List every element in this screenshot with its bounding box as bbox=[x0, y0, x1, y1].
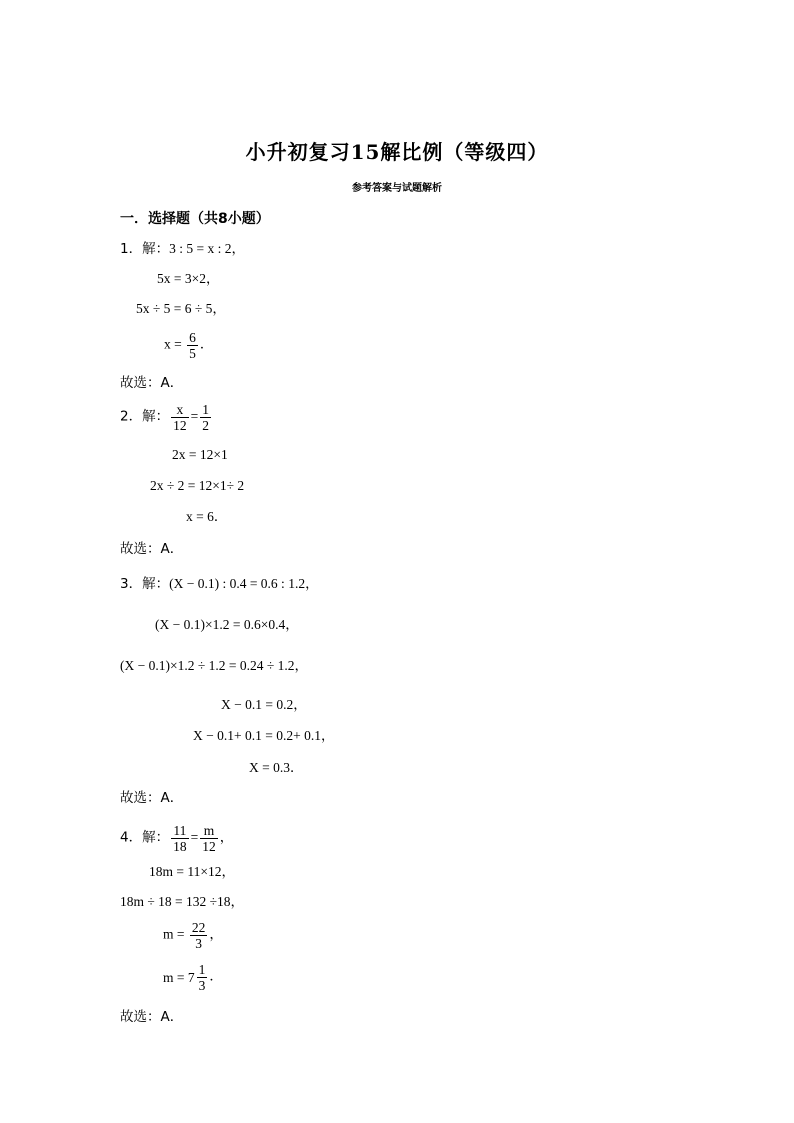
q2-equals: = bbox=[190, 408, 199, 424]
q4-number: 4． bbox=[120, 829, 143, 846]
q2-step-3: 2x ÷ 2 = 12×1÷ 2 bbox=[150, 478, 245, 493]
page-subtitle: 参考答案与试题解析 bbox=[352, 183, 442, 194]
q4-step-4-end: ， bbox=[209, 926, 223, 942]
q4-mixed-fraction bbox=[197, 962, 208, 993]
q4-step-5 bbox=[163, 962, 223, 993]
q3-line-1 bbox=[120, 575, 319, 593]
q4-fraction-left-numerator: 11 bbox=[171, 823, 189, 839]
q1-fraction-numerator: 6 bbox=[189, 330, 196, 345]
q3-step-5: X − 0.1+ 0.1 = 0.2+ 0.1， bbox=[193, 728, 335, 743]
q4-fraction-left-denominator: 18 bbox=[173, 839, 187, 854]
q4-fraction-result bbox=[190, 920, 208, 951]
q2-line-1 bbox=[120, 402, 213, 433]
q2-fraction-right bbox=[200, 402, 211, 433]
q1-line-1 bbox=[120, 240, 245, 258]
q3-number: 3． bbox=[120, 576, 143, 592]
q2-fraction-right-denominator: 2 bbox=[202, 418, 209, 433]
q2-answer: 故选：A． bbox=[120, 541, 184, 557]
q2-jie: 解： bbox=[142, 408, 170, 425]
q2-fraction-right-numerator: 1 bbox=[202, 402, 209, 417]
q3-jie: 解： bbox=[142, 576, 170, 592]
q4-line-1 bbox=[120, 823, 233, 854]
q4-fraction-right bbox=[200, 823, 218, 854]
q1-number: 1． bbox=[120, 241, 143, 257]
q3-answer: 故选：A． bbox=[120, 790, 184, 806]
q3-step-2: (X − 0.1)×1.2 = 0.6×0.4， bbox=[155, 617, 299, 632]
q4-fraction-result-denominator: 3 bbox=[195, 936, 202, 951]
q1-step-1: 3 : 5 = x : 2， bbox=[169, 241, 245, 256]
q3-step-4: X − 0.1 = 0.2， bbox=[221, 697, 307, 712]
q2-fraction-left-denominator: 12 bbox=[173, 418, 187, 433]
q2-step-2: 2x = 12×1 bbox=[172, 447, 228, 462]
q4-step-2: 18m = 11×12， bbox=[149, 864, 235, 879]
q3-step-3: (X − 0.1)×1.2 ÷ 1.2 = 0.24 ÷ 1.2， bbox=[120, 658, 309, 673]
q4-step-4 bbox=[163, 920, 223, 951]
q2-step-4: x = 6． bbox=[186, 509, 228, 524]
q1-step-3: 5x ÷ 5 = 6 ÷ 5， bbox=[136, 301, 226, 316]
q4-jie: 解： bbox=[142, 829, 170, 846]
q4-step-1-end: ， bbox=[219, 829, 234, 845]
q4-mixed-numerator: 1 bbox=[198, 962, 206, 977]
q4-answer: 故选：A． bbox=[120, 1009, 184, 1025]
q1-step-4 bbox=[164, 330, 213, 361]
q4-fraction-result-numerator: 22 bbox=[191, 920, 206, 935]
q4-step-5-end: ． bbox=[209, 968, 223, 984]
q4-fraction-right-numerator: m bbox=[200, 823, 218, 839]
q3-step-6: X = 0.3． bbox=[249, 760, 304, 775]
q1-jie: 解： bbox=[142, 241, 170, 257]
q1-step-4-end: ． bbox=[199, 336, 214, 352]
q4-equals: = bbox=[190, 829, 199, 845]
q1-answer: 故选：A． bbox=[120, 375, 184, 391]
q3-step-1: (X − 0.1) : 0.4 = 0.6 : 1.2， bbox=[169, 576, 319, 591]
q4-fraction-right-denominator: 12 bbox=[202, 839, 216, 854]
q2-number: 2． bbox=[120, 408, 143, 425]
q1-step-2: 5x = 3×2， bbox=[157, 271, 220, 286]
section-heading: 一．选择题（共8小题） bbox=[120, 211, 270, 227]
q1-fraction bbox=[187, 330, 198, 361]
q2-fraction-left-numerator: x bbox=[171, 402, 189, 418]
q4-step-3: 18m ÷ 18 = 132 ÷18， bbox=[120, 894, 245, 909]
page-title: 小升初复习15解比例（等级四） bbox=[245, 140, 549, 164]
q4-fraction-left bbox=[171, 823, 189, 854]
q1-step-4-lhs: x = bbox=[164, 336, 186, 352]
q4-mixed-whole: m = 7 bbox=[163, 969, 195, 985]
q1-fraction-denominator: 5 bbox=[189, 346, 196, 361]
q4-step-4-lhs: m = bbox=[163, 926, 188, 942]
q2-fraction-left bbox=[171, 402, 189, 433]
q4-mixed-denominator: 3 bbox=[198, 978, 206, 993]
